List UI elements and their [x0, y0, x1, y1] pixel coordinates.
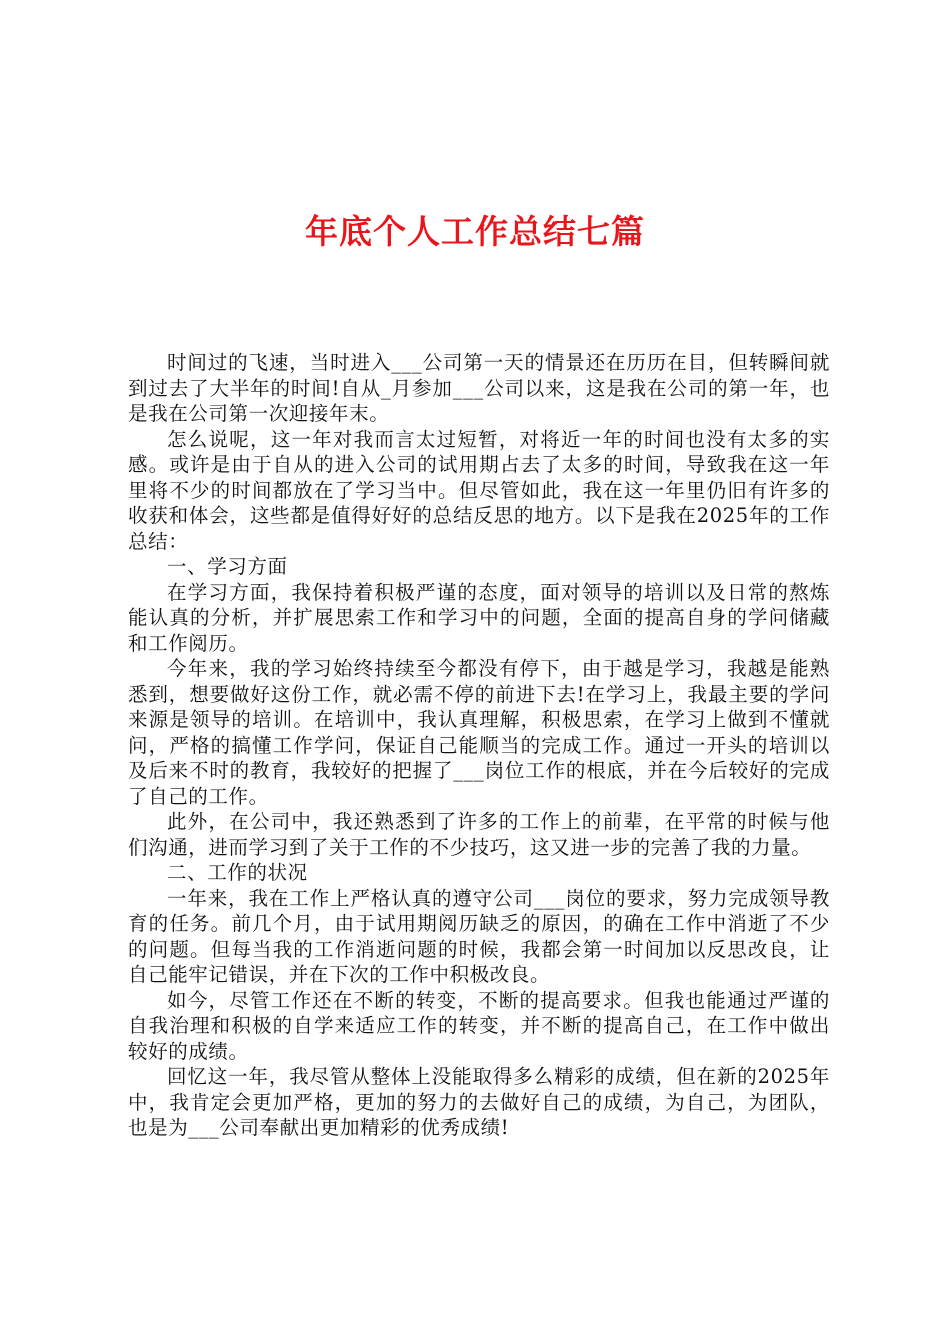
- paragraph-work-requirements: 一年来，我在工作上严格认真的遵守公司___岗位的要求，努力完成领导教育的任务。前几个月，由于试用期阅历缺乏的原因，的确在工作中消逝了不少的问题。但每当我的工作消逝问题的时候，我都会第一时间加以反思改良，让自己能牢记错误，并在下次的工作中积极改良。: [128, 886, 830, 986]
- paragraph-intro: 时间过的飞速，当时进入___公司第一天的情景还在历历在目，但转瞬间就到过去了大半年的时间!自从_月参加___公司以来，这是我在公司的第一年，也是我在公司第一次迎接年末。: [128, 351, 830, 425]
- paragraph-work-improvement: 如今，尽管工作还在不断的转变，不断的提高要求。但我也能通过严谨的自我治理和积极的自学来适应工作的转变，并不断的提高自己，在工作中做出较好的成绩。: [128, 988, 830, 1063]
- document-body: [128, 350, 830, 1141]
- paragraph-study-colleagues: 此外，在公司中，我还熟悉到了许多的工作上的前辈，在平常的时候与他们沟通，进而学习到了关于工作的不少技巧，这又进一步的完善了我的力量。: [128, 810, 830, 859]
- section-heading-study: 一、学习方面: [167, 555, 288, 578]
- paragraph-conclusion: 回忆这一年，我尽管从整体上没能取得多么精彩的成绩，但在新的2025年中，我肯定会更加严格，更加的努力的去做好自己的成绩，为自己，为团队，也是为___公司奉献出更加精彩的优秀成绩!: [128, 1065, 830, 1139]
- document-title: 年底个人工作总结七篇: [305, 212, 645, 251]
- paragraph-study-training: 今年来，我的学习始终持续至今都没有停下，由于越是学习，我越是能熟悉到，想要做好这份工作，就必需不停的前进下去!在学习上，我最主要的学问来源是领导的培训。在培训中，我认真理解，积极思索，在学习上做到不懂就问，严格的搞懂工作学问，保证自己能顺当的完成工作。通过一开头的培训以及后来不时的教育，我较好的把握了___岗位工作的根底，并在今后较好的完成了自己的工作。: [128, 657, 830, 808]
- paragraph-reflection: 怎么说呢，这一年对我而言太过短暂，对将近一年的时间也没有太多的实感。或许是由于自从的进入公司的试用期占去了太多的时间，导致我在这一年里将不少的时间都放在了学习当中。但尽管如此，我在这一年里仍旧有许多的收获和体会，这些都是值得好好的总结反思的地方。以下是我在2025年的工作总结：: [128, 427, 830, 553]
- section-heading-work: 二、工作的状况: [167, 861, 308, 884]
- paragraph-study-attitude: 在学习方面，我保持着积极严谨的态度，面对领导的培训以及日常的熬炼能认真的分析，并扩展思索工作和学习中的问题，全面的提高自身的学问储藏和工作阅历。: [128, 580, 830, 655]
